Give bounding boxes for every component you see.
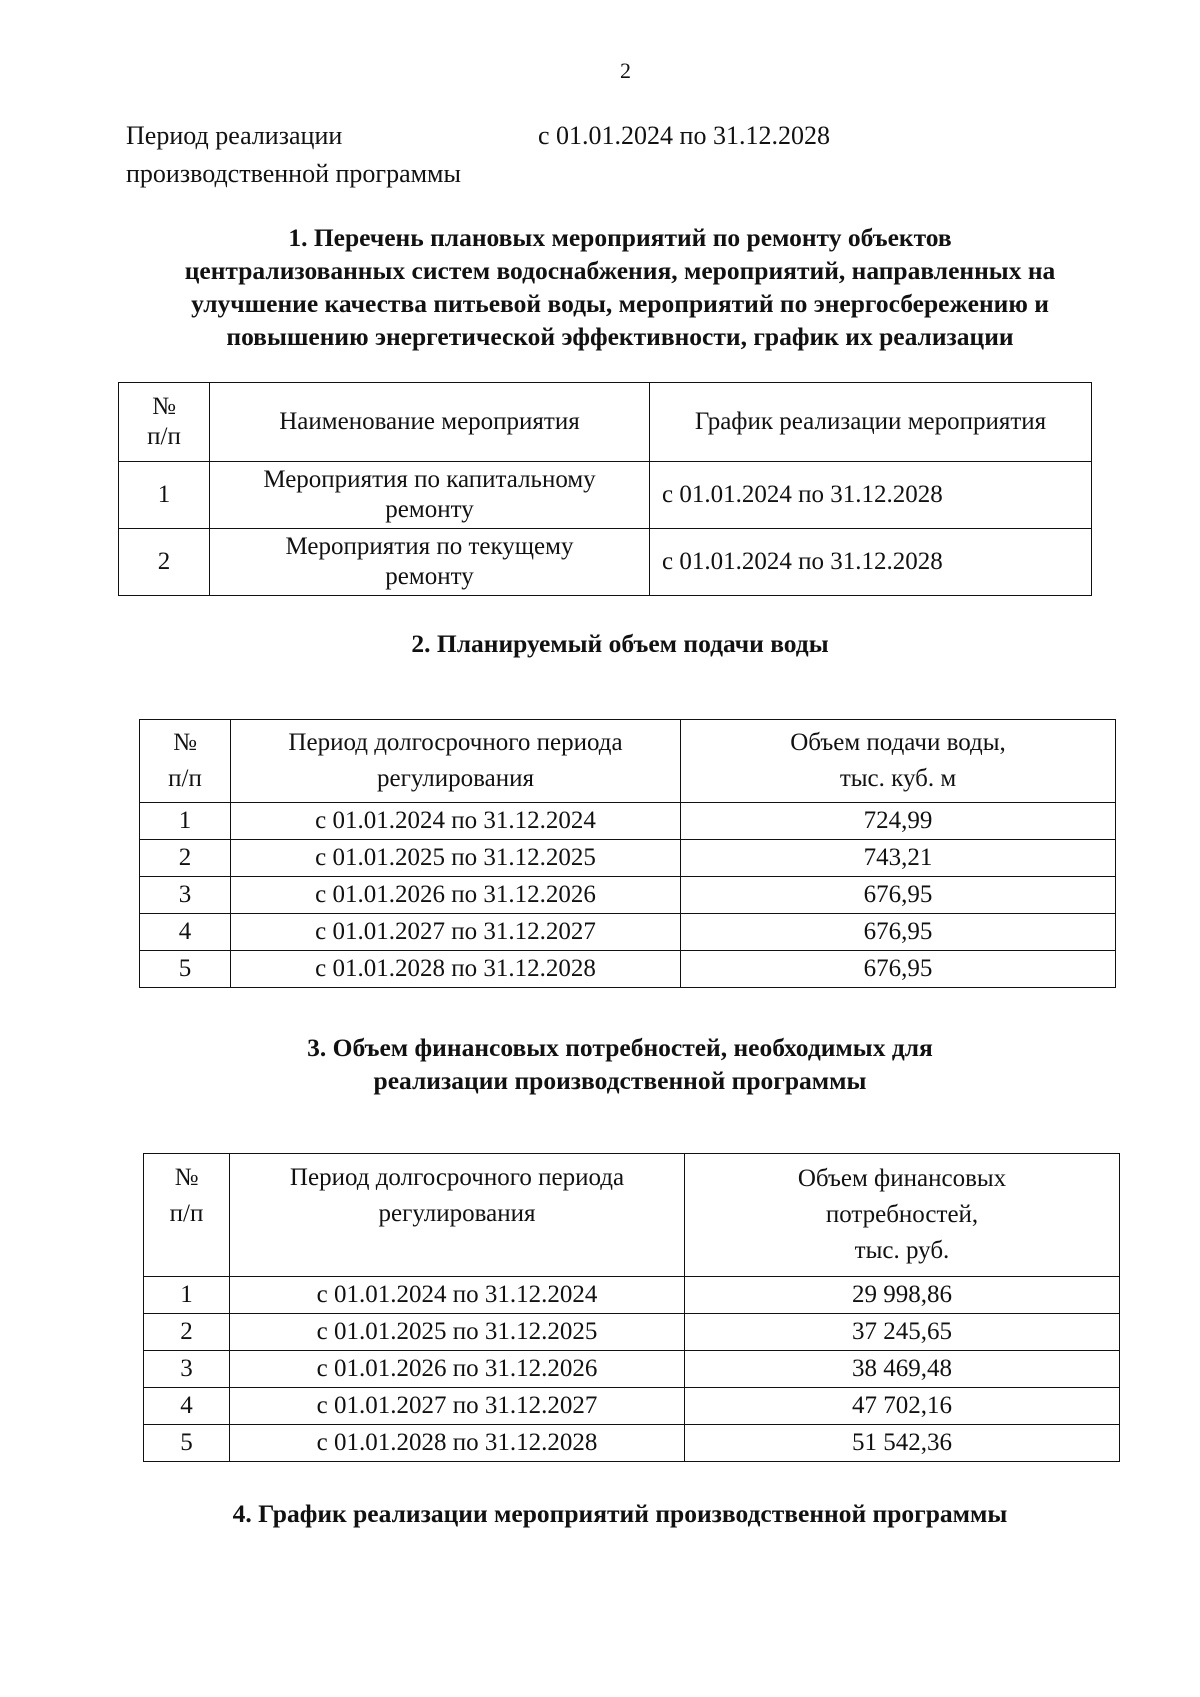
table-row (144, 1425, 1120, 1462)
section1-title (0, 221, 1200, 353)
table-row (140, 951, 1116, 988)
section4-title (0, 1497, 1200, 1530)
cell-period: с 01.01.2025 по 31.12.2025 (231, 840, 681, 877)
cell-num: 1 (119, 462, 210, 529)
table-row (144, 1314, 1120, 1351)
cell-value: 37 245,65 (685, 1314, 1120, 1351)
cell-num: 2 (140, 840, 231, 877)
header-volume-line1: Объем подачи воды, (790, 729, 1006, 756)
cell-num: 5 (144, 1425, 230, 1462)
cell-num: 2 (144, 1314, 230, 1351)
header-period (230, 1154, 685, 1277)
cell-period: с 01.01.2024 по 31.12.2024 (231, 803, 681, 840)
cell-period: с 01.01.2028 по 31.12.2028 (231, 951, 681, 988)
page-number: 2 (620, 58, 631, 83)
cell-value: 47 702,16 (685, 1388, 1120, 1425)
section3-title-line: 3. Объем финансовых потребностей, необходимых для (307, 1033, 933, 1062)
table-row (144, 1277, 1120, 1314)
cell-value: 38 469,48 (685, 1351, 1120, 1388)
cell-num: 5 (140, 951, 231, 988)
cell-period: с 01.01.2027 по 31.12.2027 (231, 914, 681, 951)
cell-schedule: с 01.01.2024 по 31.12.2028 (650, 529, 1092, 596)
cell-schedule: с 01.01.2024 по 31.12.2028 (650, 462, 1092, 529)
header-period-line1: Период долгосрочного периода (289, 1164, 625, 1191)
table-row (144, 1388, 1120, 1425)
table-header-row (140, 720, 1116, 803)
period-value: с 01.01.2024 по 31.12.2028 (538, 121, 830, 150)
cell-value: 676,95 (681, 914, 1116, 951)
section1-title-line: 1. Перечень плановых мероприятий по ремонту объектов (288, 223, 952, 252)
section1-title-line: повышению энергетической эффективности, график их реализации (226, 322, 1014, 351)
table-row (140, 840, 1116, 877)
cell-period: с 01.01.2027 по 31.12.2027 (230, 1388, 685, 1425)
header-num-line2: п/п (147, 423, 181, 450)
table-row (119, 462, 1092, 529)
section3-title-line: реализации производственной программы (373, 1066, 867, 1095)
table-header-row (119, 383, 1092, 462)
header-period-line1: Период долгосрочного периода (288, 729, 623, 756)
table-row (144, 1351, 1120, 1388)
header-volume-line2: тыс. куб. м (839, 765, 957, 792)
cell-num: 1 (144, 1277, 230, 1314)
cell-num: 3 (144, 1351, 230, 1388)
cell-period: с 01.01.2026 по 31.12.2026 (231, 877, 681, 914)
table-row (140, 877, 1116, 914)
header-period-line2: регулирования (378, 1200, 536, 1227)
table-row (140, 803, 1116, 840)
period-label-line2: производственной программы (126, 159, 461, 188)
cell-value: 51 542,36 (685, 1425, 1120, 1462)
cell-num: 1 (140, 803, 231, 840)
header-amount-line1: Объем финансовых (797, 1165, 1007, 1192)
header-amount-line2: потребностей, (825, 1201, 979, 1228)
section1-title-line: централизованных систем водоснабжения, мероприятий, направленных на (184, 256, 1056, 285)
header-schedule: График реализации мероприятия (650, 383, 1092, 462)
header-num (144, 1154, 230, 1277)
cell-value: 676,95 (681, 877, 1116, 914)
header-num-line1: № (152, 393, 176, 420)
cell-name (210, 529, 650, 596)
header-num-line1: № (174, 1164, 199, 1191)
table-header-row (144, 1154, 1120, 1277)
cell-period: с 01.01.2026 по 31.12.2026 (230, 1351, 685, 1388)
header-num (140, 720, 231, 803)
cell-value: 743,21 (681, 840, 1116, 877)
section2-title-line: 2. Планируемый объем подачи воды (411, 629, 829, 658)
cell-value: 29 998,86 (685, 1277, 1120, 1314)
cell-name-line1: Мероприятия по текущему (285, 533, 574, 560)
header-period-line2: регулирования (377, 765, 534, 792)
cell-num: 2 (119, 529, 210, 596)
section1-title-line: улучшение качества питьевой воды, мероприятий по энергосбережению и (191, 289, 1049, 318)
header-num (119, 383, 210, 462)
cell-name-line1: Мероприятия по капитальному (263, 466, 596, 493)
cell-num: 3 (140, 877, 231, 914)
cell-name-line2: ремонту (385, 563, 474, 590)
table-row (119, 529, 1092, 596)
section2-title (0, 627, 1200, 660)
header-volume (681, 720, 1116, 803)
header-period (231, 720, 681, 803)
cell-num: 4 (140, 914, 231, 951)
header-num-line1: № (173, 729, 197, 756)
header-num-line2: п/п (168, 765, 202, 792)
financial-needs-table (143, 1153, 1120, 1462)
cell-name (210, 462, 650, 529)
cell-period: с 01.01.2025 по 31.12.2025 (230, 1314, 685, 1351)
section4-title-line: 4. График реализации мероприятий производственной программы (232, 1499, 1008, 1528)
period-label (126, 117, 546, 193)
water-volume-table (139, 719, 1116, 988)
cell-period: с 01.01.2028 по 31.12.2028 (230, 1425, 685, 1462)
section3-title (0, 1031, 1200, 1097)
header-name: Наименование мероприятия (210, 383, 650, 462)
header-num-line2: п/п (169, 1200, 204, 1227)
cell-num: 4 (144, 1388, 230, 1425)
period-label-line1: Период реализации (126, 121, 343, 150)
header-amount-line3: тыс. руб. (854, 1237, 950, 1264)
cell-name-line2: ремонту (385, 496, 474, 523)
header-amount (685, 1154, 1120, 1277)
measures-table (118, 382, 1092, 596)
cell-value: 676,95 (681, 951, 1116, 988)
table-row (140, 914, 1116, 951)
cell-period: с 01.01.2024 по 31.12.2024 (230, 1277, 685, 1314)
cell-value: 724,99 (681, 803, 1116, 840)
